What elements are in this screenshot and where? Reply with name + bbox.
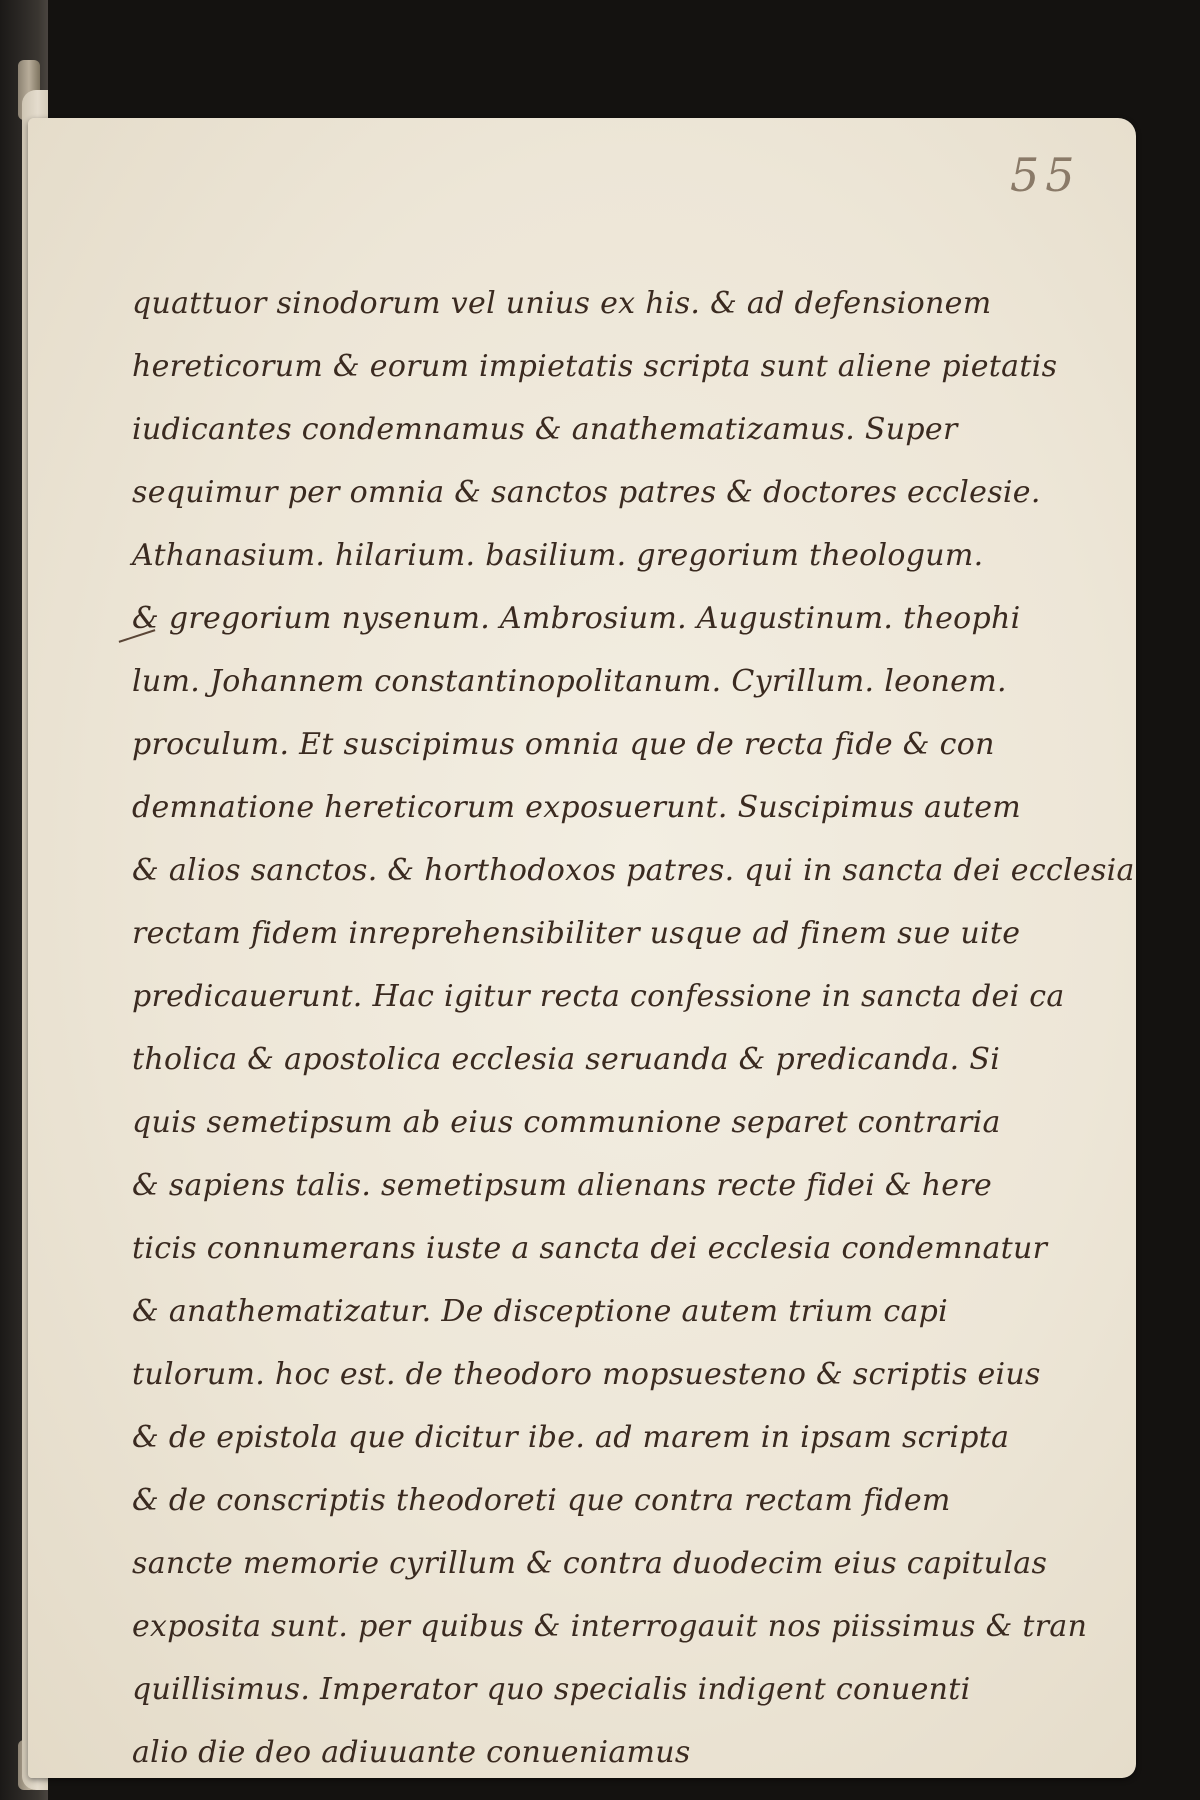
text-line: demnatione hereticorum exposuerunt. Suscipimus autem bbox=[132, 790, 1022, 825]
text-line: & sapiens talis. semetipsum alienans recte fidei & here bbox=[132, 1168, 993, 1203]
text-line: rectam fidem inreprehensibiliter usque ad finem sue uite bbox=[132, 916, 1021, 951]
text-line: predicauerunt. Hac igitur recta confessione in sancta dei ca bbox=[132, 979, 1065, 1014]
text-line: quis semetipsum ab eius communione separet contraria bbox=[132, 1105, 1001, 1140]
text-line: quattuor sinodorum vel unius ex his. & ad defensionem bbox=[132, 286, 992, 321]
text-line: & alios sanctos. & horthodoxos patres. qui in sancta dei ecclesia bbox=[132, 853, 1135, 888]
text-line: tulorum. hoc est. de theodoro mopsuesteno & scriptis eius bbox=[132, 1357, 1041, 1392]
text-line: & gregorium nysenum. Ambrosium. Augustinum. theophi bbox=[132, 601, 1021, 636]
text-line: tholica & apostolica ecclesia seruanda & predicanda. Si bbox=[132, 1042, 1001, 1077]
text-line: alio die deo adiuuante conueniamus bbox=[132, 1735, 691, 1770]
text-line: exposita sunt. per quibus & interrogauit nos piissimus & tran bbox=[132, 1609, 1088, 1644]
text-line: iudicantes condemnamus & anathematizamus. Super bbox=[132, 412, 958, 447]
text-line: Athanasium. hilarium. basilium. gregorium theologum. bbox=[132, 538, 984, 573]
text-line: proculum. Et suscipimus omnia que de recta fide & con bbox=[132, 727, 995, 762]
text-block bbox=[132, 272, 1135, 1784]
text-line: quillisimus. Imperator quo specialis indigent conuenti bbox=[132, 1672, 971, 1707]
text-line: ticis connumerans iuste a sancta dei ecclesia condemnatur bbox=[132, 1231, 1048, 1266]
text-line: lum. Johannem constantinopolitanum. Cyrillum. leonem. bbox=[132, 664, 1007, 699]
text-line: & de epistola que dicitur ibe. ad marem in ipsam scripta bbox=[132, 1420, 1010, 1455]
folio-number: 55 bbox=[1010, 148, 1081, 202]
text-line: sancte memorie cyrillum & contra duodecim eius capitulas bbox=[132, 1546, 1048, 1581]
text-line: & anathematizatur. De disceptione autem trium capi bbox=[132, 1294, 949, 1329]
text-line: hereticorum & eorum impietatis scripta sunt aliene pietatis bbox=[132, 349, 1058, 384]
text-line: & de conscriptis theodoreti que contra rectam fidem bbox=[132, 1483, 951, 1518]
text-line: sequimur per omnia & sanctos patres & doctores ecclesie. bbox=[132, 475, 1041, 510]
